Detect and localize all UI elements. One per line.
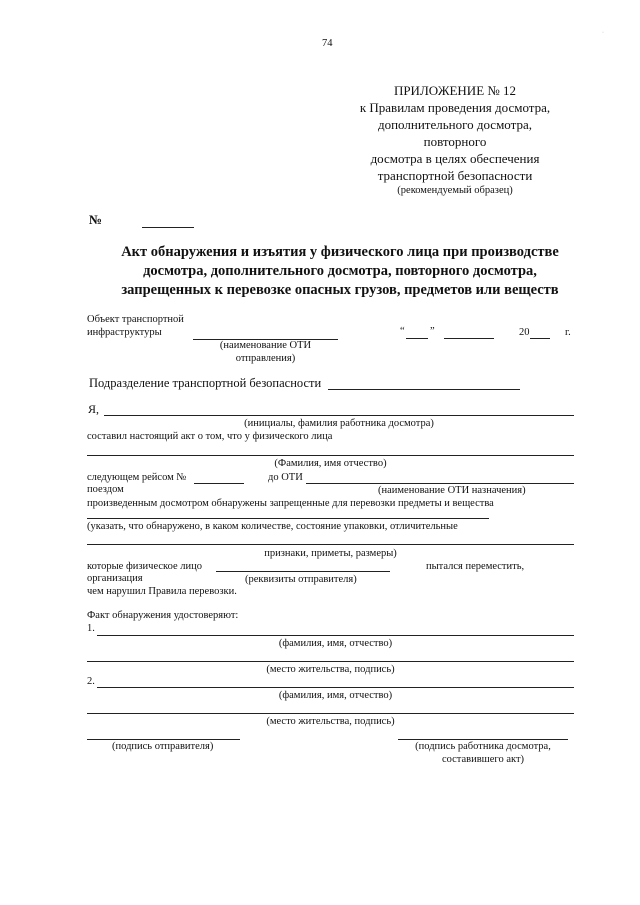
number-field[interactable] xyxy=(142,227,194,228)
security-unit-label: Подразделение транспортной безопасности xyxy=(89,376,322,390)
destination-oti-field[interactable] xyxy=(306,483,574,484)
date-day-field[interactable] xyxy=(406,338,428,339)
witness-1-fio-hint: (фамилия, имя, отчество) xyxy=(278,638,393,649)
act-title-line: запрещенных к перевозке опасных грузов, предметов или веществ xyxy=(121,282,559,298)
fio-hint: (Фамилия, имя отчество) xyxy=(274,458,387,469)
date-month-field[interactable] xyxy=(444,338,494,339)
oti-name-hint: отправления) xyxy=(235,353,296,364)
found-items-field-2[interactable] xyxy=(87,544,574,545)
inspector-signature-field[interactable] xyxy=(398,739,568,740)
inspector-signature-hint: составившего акт) xyxy=(441,754,525,765)
act-title-line: Акт обнаружения и изъятия у физического лица при производстве xyxy=(121,244,559,260)
specify-hint: (указать, что обнаружено, в каком количестве, состояние упаковки, отличительные xyxy=(87,521,458,532)
witness-1-number: 1. xyxy=(87,623,95,634)
to-oti-label: до ОТИ xyxy=(268,472,303,483)
i-label: Я, xyxy=(88,402,100,416)
sender-details-hint: (реквизиты отправителя) xyxy=(245,574,357,585)
destination-hint: (наименование ОТИ назначения) xyxy=(378,485,526,496)
witness-1-name-field[interactable] xyxy=(97,635,574,636)
found-text: произведенным досмотром обнаружены запрещенные для перевозки предметы и вещества xyxy=(87,498,494,509)
date-open-quote: “ xyxy=(400,326,405,337)
security-unit-field[interactable] xyxy=(328,389,520,390)
date-close-quote: ” xyxy=(430,326,435,337)
sender-details-field[interactable] xyxy=(216,571,390,572)
appendix-line: к Правилам проведения досмотра, xyxy=(359,100,551,115)
organization-text: организация xyxy=(87,573,143,584)
sender-signature-hint: (подпись отправителя) xyxy=(112,741,214,752)
inspector-hint: (инициалы, фамилия работника досмотра) xyxy=(244,418,434,429)
object-label: Объект транспортной xyxy=(87,314,184,325)
signs-hint: признаки, приметы, размеры) xyxy=(264,548,397,559)
witness-2-number: 2. xyxy=(87,676,95,687)
flight-number-field[interactable] xyxy=(194,483,244,484)
witness-2-fio-hint: (фамилия, имя, отчество) xyxy=(278,690,393,701)
sender-signature-field[interactable] xyxy=(87,739,240,740)
appendix-line: повторного xyxy=(423,134,487,149)
object-label: инфраструктуры xyxy=(87,327,162,338)
appendix-title: ПРИЛОЖЕНИЕ № 12 xyxy=(393,83,517,98)
witness-2-residence-field[interactable] xyxy=(87,713,574,714)
inspector-name-field[interactable] xyxy=(104,415,574,416)
act-title-line: досмотра, дополнительного досмотра, повторного досмотра, xyxy=(143,263,537,279)
person-name-field[interactable] xyxy=(87,455,574,456)
number-sign: № xyxy=(89,212,103,227)
year-prefix: 20 xyxy=(519,327,530,338)
violated-text: чем нарушил Правила перевозки. xyxy=(87,586,237,597)
inspector-signature-hint: (подпись работника досмотра, xyxy=(415,741,551,752)
date-year-field[interactable] xyxy=(530,338,550,339)
page-number: 74 xyxy=(322,38,333,49)
person-text: которые физическое лицо xyxy=(87,561,202,572)
witness-2-residence-hint: (место жительства, подпись) xyxy=(266,716,395,727)
appendix-line: транспортной безопасности xyxy=(377,168,533,183)
flight-label: следующем рейсом № xyxy=(87,472,187,483)
scan-mark: · xyxy=(602,30,604,36)
witnesses-label: Факт обнаружения удостоверяют: xyxy=(87,610,239,621)
year-suffix: г. xyxy=(565,327,571,338)
compiled-text: составил настоящий акт о том, что у физического лица xyxy=(87,431,333,442)
appendix-line: дополнительного досмотра, xyxy=(377,117,532,132)
witness-1-residence-field[interactable] xyxy=(87,661,574,662)
sample-note: (рекомендуемый образец) xyxy=(397,185,513,196)
appendix-line: досмотра в целях обеспечения xyxy=(370,151,540,166)
witness-1-residence-hint: (место жительства, подпись) xyxy=(266,664,395,675)
train-label: поездом xyxy=(87,484,124,495)
witness-2-name-field[interactable] xyxy=(97,687,574,688)
tried-text: пытался переместить, xyxy=(426,561,525,572)
found-items-field[interactable] xyxy=(87,518,489,519)
oti-name-hint: (наименование ОТИ xyxy=(219,340,312,351)
